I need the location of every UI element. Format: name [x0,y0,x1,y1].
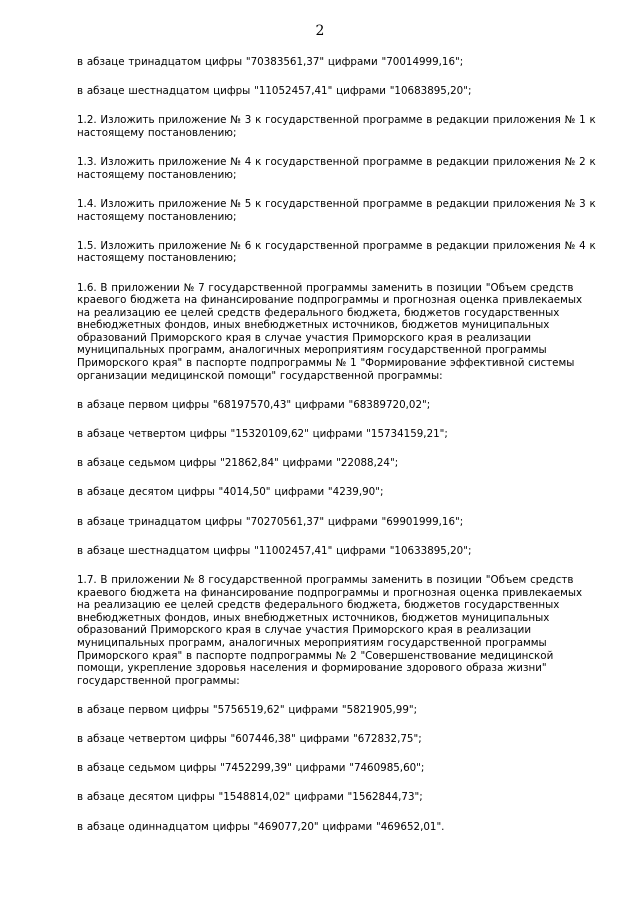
paragraph-item-1-7-a1: в абзаце первом цифры "5756519,62" цифрами "5821905,99"; [77,703,418,716]
paragraph-item-1-6: 1.6. В приложении № 7 государственной программы заменить в позиции "Объем средств краевого бюджета на финансирование подпрограммы и прогнозная оценка привлекаемых на реализацию ее целей средств федерального бюджета, бюджетов государственных внебюджетных фондов, иных внебюджетных источников, бюджетов муниципальных образований Приморского края в случае участия Приморского края в реализации муниципальных программ, аналогичных мероприятиям государственной программы Приморского края" в паспорте подпрограммы № 1 "Формирование эффективной системы организации медицинской помощи" государственной программы: [77,281,583,382]
paragraph-item-1-7-a4: в абзаце четвертом цифры "607446,38" цифрами "672832,75"; [77,733,422,746]
paragraph-item-1-6-a16: в абзаце шестнадцатом цифры "11002457,41" цифрами "10633895,20"; [77,544,472,557]
paragraph-item-1-7-a7: в абзаце седьмом цифры "7452299,39" цифрами "7460985,60"; [77,762,425,775]
paragraph-item-1-6-a13: в абзаце тринадцатом цифры "70270561,37" цифрами "69901999,16"; [77,515,464,528]
paragraph-item-1-2: 1.2. Изложить приложение № 3 к государственной программе в редакции приложения № 1 к настоящему постановлению; [77,114,596,139]
paragraph-item-1-7-a10: в абзаце десятом цифры "1548814,02" цифрами "1562844,73"; [77,791,423,804]
paragraph-item-1-5: 1.5. Изложить приложение № 6 к государственной программе в редакции приложения № 4 к настоящему постановлению; [77,239,596,265]
paragraph-item-1-6-a4: в абзаце четвертом цифры "15320109,62" цифрами "15734159,21"; [77,428,448,441]
paragraph-item-1-4: 1.4. Изложить приложение № 5 к государственной программе в редакции приложения № 3 к настоящему постановлению; [77,197,596,223]
paragraph-item-1-6-a1: в абзаце первом цифры "68197570,43" цифрами "68389720,02"; [77,398,431,411]
paragraph-paragraph-1: в абзаце тринадцатом цифры "70383561,37" цифрами "70014999,16"; [77,56,464,68]
paragraph-item-1-7: 1.7. В приложении № 8 государственной программы заменить в позиции "Объем средств краевого бюджета на финансирование подпрограммы и прогнозная оценка привлекаемых на реализацию ее целей средств федерального бюджета, бюджетов государственных внебюджетных фондов, иных внебюджетных источников, бюджетов муниципальных образований Приморского края в случае участия Приморского края в реализации муниципальных программ, аналогичных мероприятиям государственной программы Приморского края" в паспорте подпрограммы № 2 "Совершенствование медицинской помощи, укрепление здоровья населения и формирование здорового образа жизни" государственной программы: [77,573,583,687]
paragraph-item-1-6-a10: в абзаце десятом цифры "4014,50" цифрами "4239,90"; [77,486,384,499]
paragraph-item-1-7-a11: в абзаце одиннадцатом цифры "469077,20" цифрами "469652,01". [77,820,445,833]
paragraph-paragraph-2: в абзаце шестнадцатом цифры "11052457,41" цифрами "10683895,20"; [77,85,472,98]
paragraph-item-1-3: 1.3. Изложить приложение № 4 к государственной программе в редакции приложения № 2 к настоящему постановлению; [77,156,596,181]
page-number: 2 [315,23,325,39]
paragraph-item-1-6-a7: в абзаце седьмом цифры "21862,84" цифрами "22088,24"; [77,457,399,470]
